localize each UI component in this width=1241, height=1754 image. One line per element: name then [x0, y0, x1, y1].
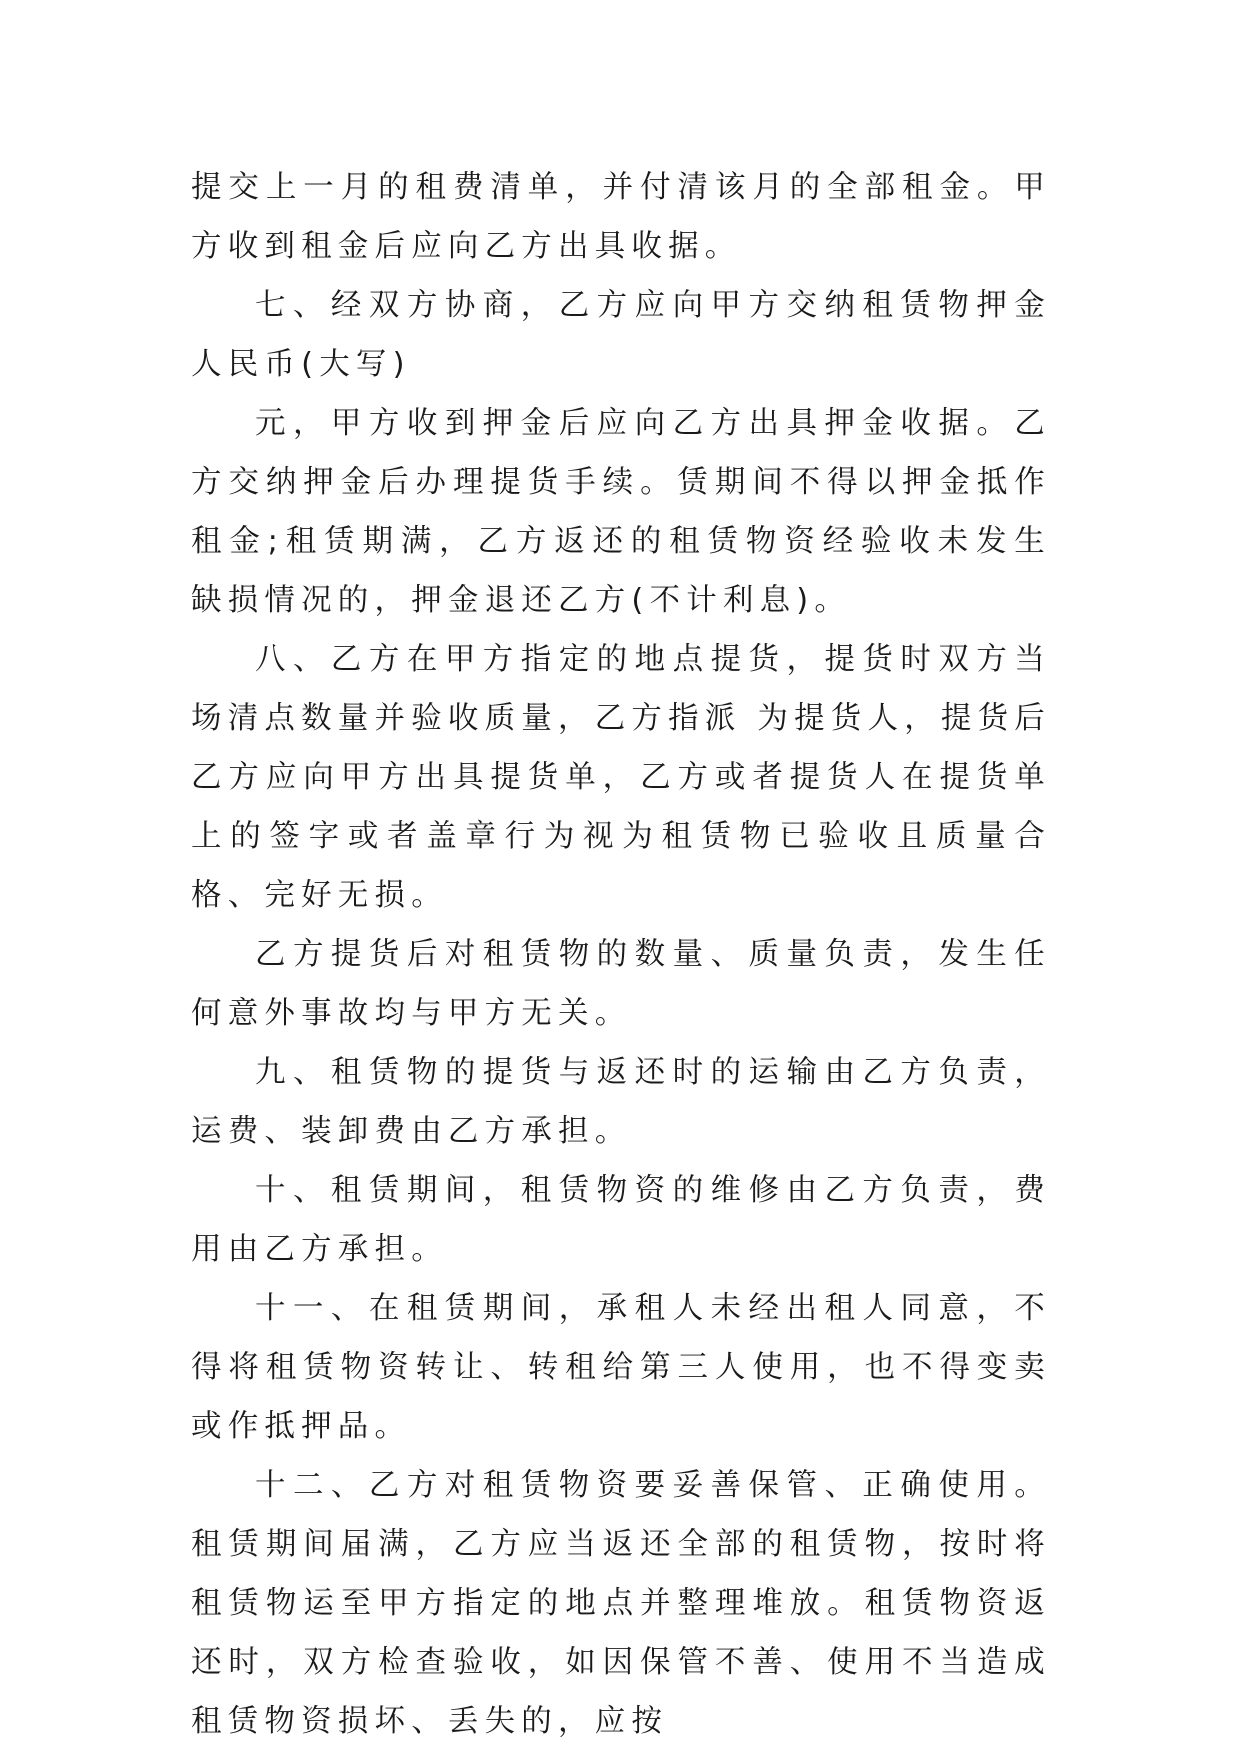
paragraph-clause-12: 十二、乙方对租赁物资要妥善保管、正确使用。租赁期间届满，乙方应当返还全部的租赁物，按时将租赁物运至甲方指定的地点并整理堆放。租赁物资返还时，双方检查验收，如因保管不善、使用不当造成租赁物资损坏、丢失的，应按 [191, 1468, 1051, 1739]
paragraph-deposit-receipt: 元，甲方收到押金后应向乙方出具押金收据。乙方交纳押金后办理提货手续。赁期间不得以押金抵作租金;租赁期满，乙方返还的租赁物资经验收未发生缺损情况的，押金退还乙方(不计利息)。 [191, 406, 1051, 618]
document-body [191, 158, 1051, 1751]
paragraph-clause-10: 十、租赁期间，租赁物资的维修由乙方负责，费用由乙方承担。 [191, 1173, 1051, 1267]
paragraph-clause-8: 八、乙方在甲方指定的地点提货，提货时双方当场清点数量并验收质量，乙方指派 为提货人，提货后乙方应向甲方出具提货单，乙方或者提货人在提货单上的签字或者盖章行为视为租赁物已验收且质量合格、完好无损。 [191, 642, 1051, 913]
paragraph-liability: 乙方提货后对租赁物的数量、质量负责，发生任何意外事故均与甲方无关。 [191, 937, 1051, 1031]
paragraph-rent-payment: 提交上一月的租费清单，并付清该月的全部租金。甲方收到租金后应向乙方出具收据。 [191, 170, 1051, 264]
paragraph-clause-9: 九、租赁物的提货与返还时的运输由乙方负责，运费、装卸费由乙方承担。 [191, 1055, 1051, 1149]
paragraph-clause-7: 七、经双方协商，乙方应向甲方交纳租赁物押金人民币(大写) [191, 288, 1051, 382]
paragraph-clause-11: 十一、在租赁期间，承租人未经出租人同意，不得将租赁物资转让、转租给第三人使用，也不得变卖或作抵押品。 [191, 1291, 1051, 1444]
